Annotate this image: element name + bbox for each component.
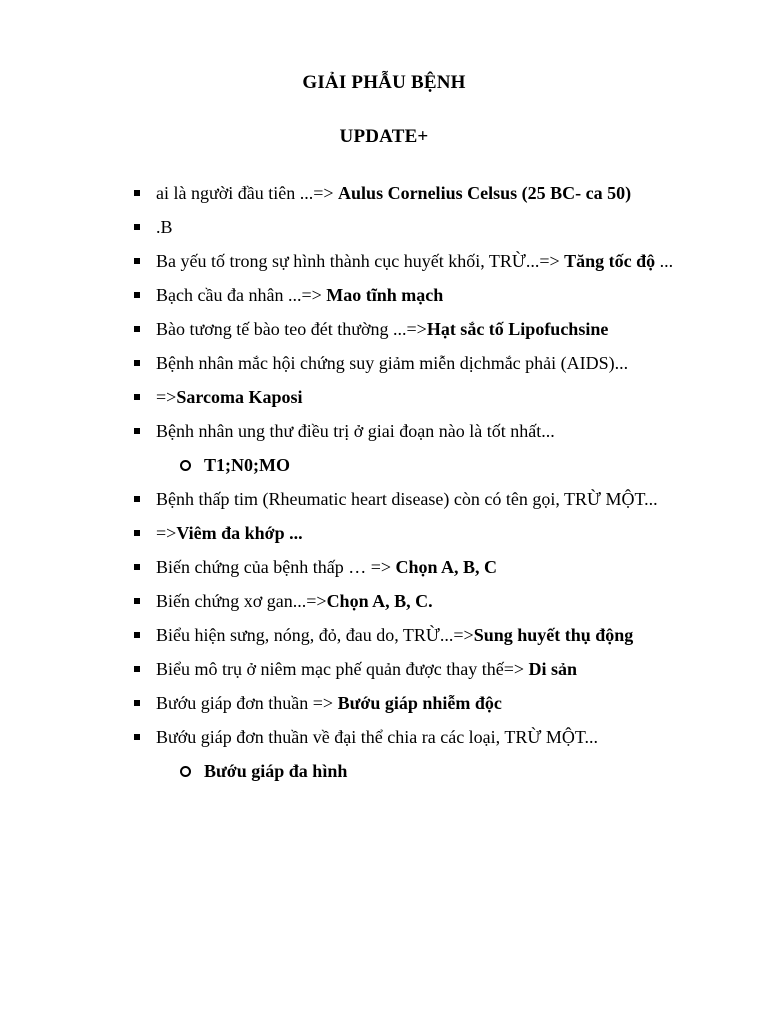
list-item xyxy=(0,550,768,584)
square-bullet-icon xyxy=(134,496,140,502)
list-item xyxy=(0,516,768,550)
question-text: => xyxy=(156,387,177,407)
sub-item-text: T1;N0;MO xyxy=(204,455,290,475)
question-text: Bướu giáp đơn thuần => xyxy=(156,693,338,713)
circle-bullet-icon xyxy=(180,460,191,471)
list-item xyxy=(0,652,768,686)
list-item xyxy=(0,244,768,278)
answer-text: Sung huyết thụ động xyxy=(473,625,634,645)
answer-text: Mao tĩnh mạch xyxy=(326,285,444,305)
question-text: Biến chứng xơ gan...=> xyxy=(156,591,327,611)
question-text: Biến chứng của bệnh thấp … => xyxy=(156,557,396,577)
sub-item-text: Bướu giáp đa hình xyxy=(204,761,348,781)
answer-text: Viêm đa khớp ... xyxy=(176,523,303,543)
sub-list-item xyxy=(0,754,768,788)
square-bullet-icon xyxy=(134,734,140,740)
list-item xyxy=(0,720,768,754)
circle-bullet-icon xyxy=(180,766,191,777)
question-list xyxy=(0,176,768,788)
answer-text: Bướu giáp nhiễm độc xyxy=(337,693,502,713)
answer-text: Tăng tốc độ xyxy=(564,251,656,271)
list-item xyxy=(0,584,768,618)
square-bullet-icon xyxy=(134,394,140,400)
answer-text: Sarcoma Kaposi xyxy=(176,387,303,407)
square-bullet-icon xyxy=(134,428,140,434)
question-text: => xyxy=(156,523,177,543)
list-item xyxy=(0,482,768,516)
list-item xyxy=(0,176,768,210)
square-bullet-icon xyxy=(134,564,140,570)
list-item xyxy=(0,278,768,312)
question-tail-text: ... xyxy=(655,251,674,271)
question-text: Ba yếu tố trong sự hình thành cục huyết khối, TRỪ...=> xyxy=(156,251,565,271)
question-text: ai là người đầu tiên ...=> xyxy=(156,183,339,203)
question-text: .B xyxy=(156,217,173,237)
answer-text: Aulus Cornelius Celsus (25 BC- ca 50) xyxy=(338,183,632,203)
square-bullet-icon xyxy=(134,700,140,706)
list-item xyxy=(0,210,768,244)
answer-text: Chọn A, B, C xyxy=(395,557,498,577)
question-text: Bướu giáp đơn thuần về đại thể chia ra các loại, TRỪ MỘT... xyxy=(156,727,598,747)
list-item xyxy=(0,686,768,720)
square-bullet-icon xyxy=(134,598,140,604)
question-text: Bệnh nhân ung thư điều trị ở giai đoạn nào là tốt nhất... xyxy=(156,421,555,441)
square-bullet-icon xyxy=(134,632,140,638)
list-item xyxy=(0,414,768,448)
list-item xyxy=(0,618,768,652)
square-bullet-icon xyxy=(134,190,140,196)
question-text: Bạch cầu đa nhân ...=> xyxy=(156,285,327,305)
square-bullet-icon xyxy=(134,360,140,366)
square-bullet-icon xyxy=(134,224,140,230)
square-bullet-icon xyxy=(134,258,140,264)
document-subtitle: UPDATE+ xyxy=(339,126,429,147)
square-bullet-icon xyxy=(134,326,140,332)
square-bullet-icon xyxy=(134,292,140,298)
list-item xyxy=(0,380,768,414)
question-text: Biểu hiện sưng, nóng, đỏ, đau do, TRỪ...=> xyxy=(156,625,474,645)
document-title: GIẢI PHẪU BỆNH xyxy=(302,72,466,93)
answer-text: Chọn A, B, C. xyxy=(326,591,433,611)
square-bullet-icon xyxy=(134,666,140,672)
square-bullet-icon xyxy=(134,530,140,536)
list-item xyxy=(0,312,768,346)
answer-text: Hạt sắc tố Lipofuchsine xyxy=(426,319,609,339)
sub-list-item xyxy=(0,448,768,482)
question-text: Bào tương tế bào teo đét thường ...=> xyxy=(156,319,427,339)
list-item xyxy=(0,346,768,380)
answer-text: Di sản xyxy=(528,659,578,679)
question-text: Bệnh thấp tim (Rheumatic heart disease) còn có tên gọi, TRỪ MỘT... xyxy=(156,489,658,509)
question-text: Bệnh nhân mắc hội chứng suy giảm miễn dịchmắc phải (AIDS)... xyxy=(156,353,629,373)
question-text: Biểu mô trụ ở niêm mạc phế quản được thay thế=> xyxy=(156,659,529,679)
